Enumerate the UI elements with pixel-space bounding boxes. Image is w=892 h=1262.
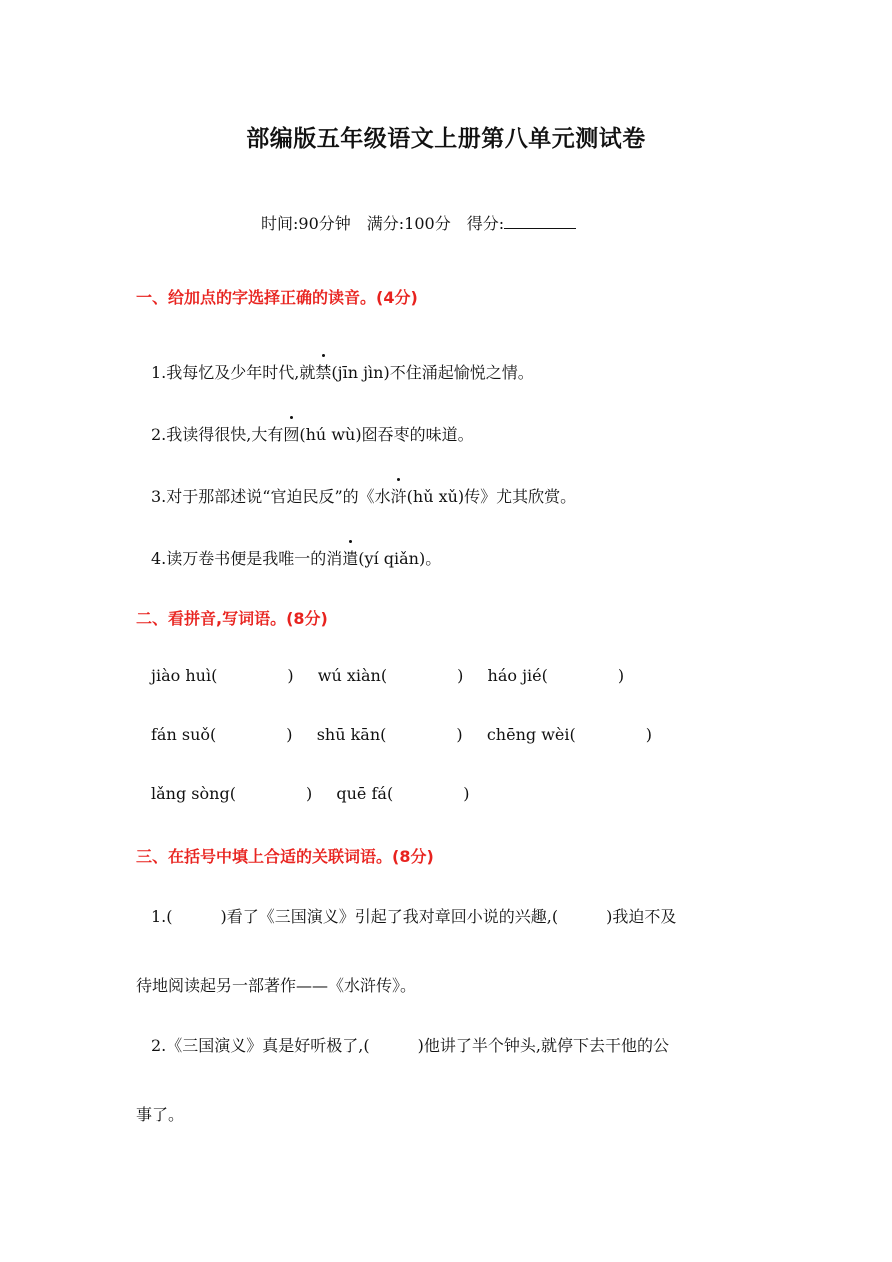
score-blank[interactable] xyxy=(504,214,576,229)
s1-item-2-pre: 2.我读得很快,大有 xyxy=(151,425,284,444)
close-paren: ) xyxy=(645,725,652,744)
s1-item-3-dotted-char: 浒 xyxy=(391,484,407,507)
s2-pinyin: háo jié xyxy=(487,666,542,685)
s2-pinyin: lǎng sòng xyxy=(151,784,230,803)
section-2-heading: 二、看拼音,写词语。(8分) xyxy=(136,609,328,628)
s2-pinyin: shū kān xyxy=(316,725,381,744)
s1-item-4-options[interactable]: (yí qiǎn) xyxy=(358,549,426,568)
s2-pinyin: fán suǒ xyxy=(151,725,210,744)
open-paren: ( xyxy=(386,784,394,803)
s2-pinyin: quē fá xyxy=(336,784,387,803)
page-title: 部编版五年级语文上册第八单元测试卷 xyxy=(246,126,646,152)
s2-row-2 xyxy=(151,725,652,744)
s3-q2-line-2: 事了。 xyxy=(136,1105,185,1124)
s2-pinyin: chēng wèi xyxy=(486,725,570,744)
close-paren: ) xyxy=(305,784,313,803)
s3-q1-line-2: 待地阅读起另一部著作——《水浒传》。 xyxy=(136,976,417,995)
s1-item-2-dotted-char: 囫 xyxy=(283,422,299,445)
s1-item-4-pre: 4.读万卷书便是我唯一的消 xyxy=(151,549,343,568)
s1-item-1-dotted-char: 禁 xyxy=(315,360,331,383)
s3-q2-text: )他讲了半个钟头,就停下去干他的公 xyxy=(417,1036,669,1055)
s1-item-3 xyxy=(151,484,576,507)
s1-item-2-post: 囵吞枣的味道。 xyxy=(361,425,474,444)
s1-item-4-post: 。 xyxy=(425,549,442,568)
s1-item-3-pre: 3.对于那部述说“官迫民反”的《水 xyxy=(151,487,391,506)
open-paren: ( xyxy=(541,666,548,685)
s3-q1-text: )看了《三国演义》引起了我对章回小说的兴趣,( xyxy=(220,907,559,926)
s3-q2-line-1 xyxy=(151,1033,669,1056)
s1-item-4-dotted-char: 遣 xyxy=(342,546,358,569)
s1-item-1-options[interactable]: (jīn jìn) xyxy=(331,363,390,382)
section-1-heading: 一、给加点的字选择正确的读音。(4分) xyxy=(136,288,418,307)
exam-meta xyxy=(261,211,576,234)
s3-q2-text: 2.《三国演义》真是好听极了,( xyxy=(151,1036,370,1055)
score-label: 得分: xyxy=(466,214,505,233)
s1-item-3-post: 传》尤其欣赏。 xyxy=(464,487,577,506)
open-paren: ( xyxy=(211,666,218,685)
time-info: 时间:90分钟 xyxy=(261,214,351,233)
close-paren: ) xyxy=(456,725,463,744)
s2-row-3 xyxy=(151,784,469,803)
close-paren: ) xyxy=(617,666,625,685)
s1-item-2 xyxy=(151,422,474,445)
open-paren: ( xyxy=(380,666,388,685)
s2-row-1 xyxy=(151,666,624,685)
full-score-info: 满分:100分 xyxy=(366,214,451,233)
s1-item-4 xyxy=(151,546,441,569)
s2-pinyin: jiào huì xyxy=(151,666,212,685)
s3-q1-text: )我迫不及 xyxy=(606,907,677,926)
s1-item-1-post: 不住涌起愉悦之情。 xyxy=(389,363,534,382)
s1-item-2-options[interactable]: (hú wù) xyxy=(299,425,362,444)
s1-item-1-pre: 1.我每忆及少年时代,就 xyxy=(151,363,316,382)
close-paren: ) xyxy=(287,666,294,685)
s1-item-1 xyxy=(151,360,534,383)
open-paren: ( xyxy=(569,725,576,744)
s3-q1-text: 1.( xyxy=(151,907,173,926)
close-paren: ) xyxy=(457,666,464,685)
open-paren: ( xyxy=(229,784,236,803)
s2-pinyin: wú xiàn xyxy=(317,666,381,685)
s3-q1-line-1 xyxy=(151,904,676,927)
close-paren: ) xyxy=(463,784,470,803)
s1-item-3-options[interactable]: (hǔ xǔ) xyxy=(406,487,465,506)
section-3-heading: 三、在括号中填上合适的关联词语。(8分) xyxy=(136,847,434,866)
open-paren: ( xyxy=(210,725,217,744)
open-paren: ( xyxy=(380,725,387,744)
close-paren: ) xyxy=(286,725,293,744)
